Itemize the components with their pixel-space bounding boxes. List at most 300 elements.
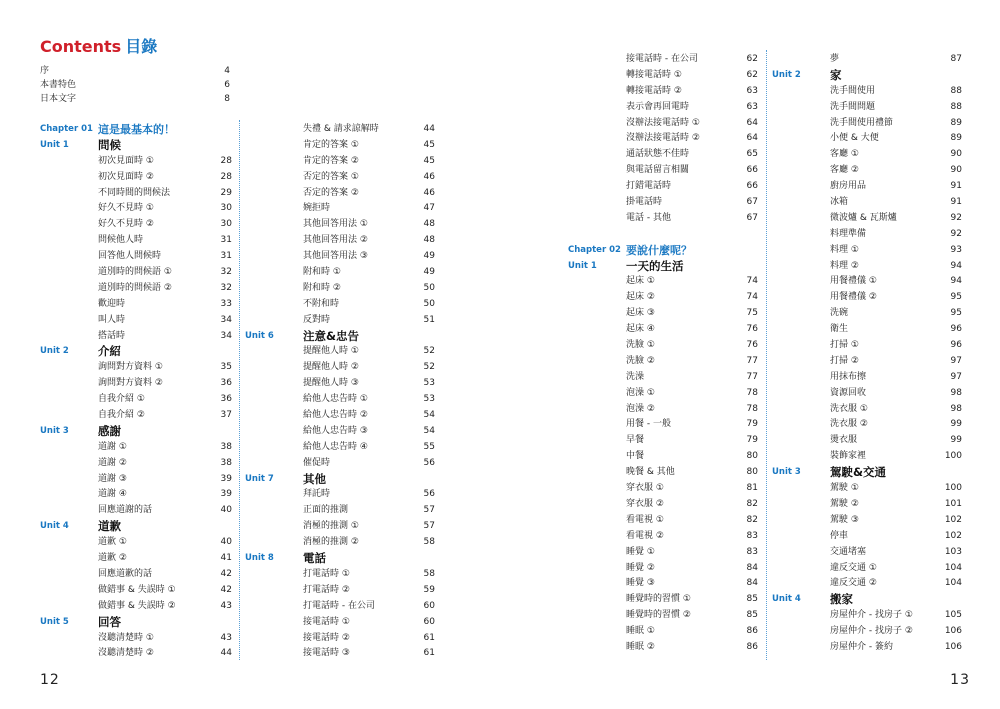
toc-entry[interactable] (772, 386, 962, 402)
toc-entry[interactable] (245, 249, 435, 265)
toc-entry[interactable] (40, 392, 232, 408)
unit-title: 其他 (303, 471, 326, 486)
toc-entry[interactable] (772, 290, 962, 306)
unit-label: Unit 7 (245, 473, 274, 484)
toc-entry-text: 起床 ② (626, 292, 655, 303)
toc-entry-text: 違反交通 ② (830, 578, 877, 589)
toc-entry-page: 80 (746, 451, 758, 462)
unit-heading[interactable] (245, 329, 435, 345)
toc-entry[interactable] (40, 186, 232, 202)
toc-entry-text: 停車 (830, 530, 849, 541)
toc-entry-page: 106 (944, 641, 962, 652)
toc-entry-text: 接電話時 ③ (303, 648, 350, 659)
toc-entry-page: 49 (423, 267, 435, 278)
toc-entry-text: 料理準備 (830, 228, 867, 239)
toc-entry-text: 其他回答用法 ② (303, 235, 368, 246)
toc-entry-page: 56 (423, 489, 435, 500)
toc-entry[interactable] (245, 615, 435, 631)
toc-entry-text: 掛電話時 (626, 197, 663, 208)
toc-entry-text: 好久不見時 ② (98, 219, 154, 230)
unit-heading[interactable] (772, 592, 962, 608)
unit-heading[interactable] (40, 519, 232, 535)
toc-entry[interactable] (40, 249, 232, 265)
toc-entry-page: 86 (746, 626, 758, 637)
unit-title: 駕駛&交通 (830, 465, 887, 480)
front-matter-page: 6 (224, 80, 230, 90)
front-matter-item[interactable] (40, 64, 230, 78)
unit-label: Unit 2 (772, 69, 801, 80)
toc-entry-text: 料理 ② (830, 260, 859, 271)
toc-entry-text: 回應道歉的話 (98, 568, 153, 579)
toc-entry[interactable] (245, 503, 435, 519)
unit-title: 搬家 (830, 592, 853, 607)
toc-entry-text: 房屋仲介 - 簽約 (830, 641, 893, 652)
toc-entry[interactable] (568, 417, 758, 433)
toc-entry-page: 31 (220, 235, 232, 246)
toc-entry[interactable] (568, 179, 758, 195)
toc-entry-text: 睡眠 ② (626, 641, 655, 652)
toc-entry[interactable] (772, 211, 962, 227)
toc-entry[interactable] (245, 408, 435, 424)
toc-entry[interactable] (568, 370, 758, 386)
toc-entry-text: 道謝 ① (98, 441, 127, 452)
toc-entry-text: 客廳 ② (830, 165, 859, 176)
toc-entry-text: 婉拒時 (303, 203, 331, 214)
toc-entry-text: 晚餐 & 其他 (626, 467, 675, 478)
toc-entry[interactable] (772, 306, 962, 322)
toc-entry-page: 79 (746, 435, 758, 446)
page-title (40, 34, 157, 57)
toc-entry-page: 85 (746, 594, 758, 605)
toc-entry[interactable] (245, 138, 435, 154)
toc-entry[interactable] (40, 329, 232, 345)
toc-entry-text: 接電話時 ① (303, 616, 350, 627)
toc-entry[interactable] (568, 338, 758, 354)
toc-entry[interactable] (245, 122, 435, 138)
toc-entry[interactable] (772, 354, 962, 370)
toc-entry[interactable] (772, 481, 962, 497)
unit-title: 介紹 (98, 344, 121, 359)
toc-entry-text: 用餐 - 一般 (626, 419, 671, 430)
toc-entry[interactable] (40, 376, 232, 392)
toc-entry-page: 100 (944, 451, 962, 462)
toc-entry-page: 89 (950, 117, 962, 128)
toc-entry-page: 34 (220, 314, 232, 325)
toc-entry[interactable] (772, 274, 962, 290)
toc-entry-page: 32 (220, 282, 232, 293)
toc-entry-text: 其他回答用法 ③ (303, 251, 368, 262)
toc-entry-page: 57 (423, 521, 435, 532)
toc-entry-text: 問候他人時 (98, 235, 144, 246)
toc-entry-text: 用餐禮儀 ② (830, 292, 877, 303)
toc-entry-page: 36 (220, 378, 232, 389)
toc-entry[interactable] (772, 338, 962, 354)
toc-entry-text: 小便 & 大便 (830, 133, 879, 144)
toc-entry[interactable] (245, 456, 435, 472)
toc-entry[interactable] (772, 417, 962, 433)
toc-entry-text: 看電視 ① (626, 514, 664, 525)
toc-entry-text: 轉接電話時 ① (626, 69, 682, 80)
toc-column-1 (40, 122, 232, 662)
toc-entry-text: 洗臉 ② (626, 355, 655, 366)
toc-entry-text: 衛生 (830, 324, 849, 335)
toc-entry-page: 88 (950, 85, 962, 96)
unit-heading[interactable] (40, 344, 232, 360)
toc-entry-text: 睡覺時的習慣 ② (626, 610, 691, 621)
toc-entry[interactable] (772, 624, 962, 640)
toc-entry-text: 自我介紹 ② (98, 410, 145, 421)
toc-entry-page: 67 (746, 212, 758, 223)
toc-entry-text: 提醒他人時 ③ (303, 378, 359, 389)
toc-entry[interactable] (40, 360, 232, 376)
unit-heading[interactable] (568, 259, 758, 275)
toc-entry[interactable] (245, 440, 435, 456)
toc-entry-text: 不同時間的問候法 (98, 187, 171, 198)
toc-entry[interactable] (568, 131, 758, 147)
toc-entry[interactable] (772, 147, 962, 163)
toc-entry-text: 打掃 ② (830, 355, 859, 366)
toc-entry-page: 55 (423, 441, 435, 452)
page-number-left: 12 (40, 672, 60, 688)
toc-entry-text: 否定的答案 ① (303, 171, 359, 182)
toc-entry-page: 42 (220, 584, 232, 595)
toc-entry[interactable] (568, 561, 758, 577)
toc-entry-text: 初次見面時 ② (98, 171, 154, 182)
toc-entry[interactable] (772, 163, 962, 179)
toc-entry[interactable] (40, 567, 232, 583)
toc-entry-page: 85 (746, 610, 758, 621)
toc-entry[interactable] (568, 624, 758, 640)
toc-entry[interactable] (40, 646, 232, 662)
toc-entry-page: 65 (746, 149, 758, 160)
toc-entry-text: 道別時的問候語 ② (98, 282, 172, 293)
toc-entry-page: 60 (423, 616, 435, 627)
toc-entry[interactable] (40, 170, 232, 186)
toc-entry[interactable] (40, 297, 232, 313)
toc-entry-page: 42 (220, 568, 232, 579)
toc-entry[interactable] (245, 424, 435, 440)
toc-entry[interactable] (40, 281, 232, 297)
toc-entry[interactable] (772, 545, 962, 561)
toc-entry-page: 64 (746, 117, 758, 128)
toc-entry[interactable] (245, 186, 435, 202)
toc-entry-page: 100 (944, 483, 962, 494)
unit-label: Unit 1 (568, 260, 597, 271)
toc-entry[interactable] (245, 631, 435, 647)
toc-entry-page: 74 (746, 292, 758, 303)
toc-entry-page: 59 (423, 584, 435, 595)
toc-entry-page: 102 (944, 530, 962, 541)
toc-entry-page: 101 (944, 498, 962, 509)
toc-entry[interactable] (772, 227, 962, 243)
toc-entry[interactable] (568, 576, 758, 592)
toc-entry-text: 洗碗 (830, 308, 849, 319)
toc-entry-text: 催促時 (303, 457, 331, 468)
toc-entry-page: 56 (423, 457, 435, 468)
toc-entry[interactable] (772, 259, 962, 275)
chapter-heading[interactable] (568, 243, 758, 259)
unit-heading[interactable] (772, 68, 962, 84)
toc-entry-page: 78 (746, 403, 758, 414)
toc-entry-text: 消極的推測 ② (303, 537, 359, 548)
toc-entry-page: 76 (746, 324, 758, 335)
toc-entry[interactable] (568, 433, 758, 449)
toc-entry[interactable] (245, 519, 435, 535)
toc-entry[interactable] (772, 52, 962, 68)
toc-entry[interactable] (772, 195, 962, 211)
toc-entry-text: 道謝 ② (98, 457, 127, 468)
toc-entry[interactable] (40, 265, 232, 281)
toc-entry[interactable] (772, 433, 962, 449)
toc-entry[interactable] (40, 535, 232, 551)
toc-entry[interactable] (772, 497, 962, 513)
toc-entry[interactable] (568, 529, 758, 545)
toc-entry-page: 95 (950, 308, 962, 319)
toc-entry-page: 34 (220, 330, 232, 341)
toc-entry-page: 57 (423, 505, 435, 516)
toc-entry-page: 37 (220, 410, 232, 421)
toc-entry-text: 睡覺 ① (626, 546, 655, 557)
toc-entry-text: 用餐禮儀 ① (830, 276, 877, 287)
front-matter-text: 序 (40, 66, 50, 76)
toc-entry[interactable] (568, 211, 758, 227)
toc-entry-text: 洗臉 ① (626, 340, 655, 351)
toc-entry[interactable] (772, 449, 962, 465)
toc-entry[interactable] (568, 195, 758, 211)
toc-entry[interactable] (568, 84, 758, 100)
toc-entry[interactable] (245, 170, 435, 186)
toc-entry[interactable] (245, 599, 435, 615)
toc-entry-page: 46 (423, 187, 435, 198)
column-divider (766, 50, 767, 660)
toc-entry-page: 64 (746, 133, 758, 144)
toc-entry[interactable] (40, 233, 232, 249)
toc-entry[interactable] (245, 154, 435, 170)
toc-entry[interactable] (245, 297, 435, 313)
toc-entry[interactable] (40, 599, 232, 615)
toc-entry-text: 睡覺時的習慣 ① (626, 594, 691, 605)
toc-entry-text: 回答他人問候時 (98, 251, 162, 262)
toc-entry[interactable] (245, 567, 435, 583)
toc-entry[interactable] (245, 487, 435, 503)
toc-entry[interactable] (40, 631, 232, 647)
column-divider (239, 120, 240, 660)
toc-entry-text: 其他回答用法 ① (303, 219, 368, 230)
toc-entry[interactable] (245, 313, 435, 329)
unit-heading[interactable] (40, 138, 232, 154)
unit-title: 注意&忠告 (303, 328, 360, 343)
toc-entry-text: 洗衣服 ② (830, 419, 868, 430)
toc-entry[interactable] (772, 576, 962, 592)
chapter-heading[interactable] (40, 122, 232, 138)
toc-column-4 (772, 52, 962, 656)
toc-entry-page: 83 (746, 546, 758, 557)
toc-entry[interactable] (568, 322, 758, 338)
toc-entry[interactable] (40, 472, 232, 488)
toc-entry[interactable] (40, 503, 232, 519)
unit-heading[interactable] (40, 424, 232, 440)
toc-entry[interactable] (245, 646, 435, 662)
toc-entry[interactable] (568, 68, 758, 84)
toc-entry[interactable] (245, 201, 435, 217)
toc-entry[interactable] (772, 513, 962, 529)
toc-entry[interactable] (245, 360, 435, 376)
front-matter-item[interactable] (40, 78, 230, 92)
toc-entry[interactable] (568, 449, 758, 465)
toc-entry-text: 看電視 ② (626, 530, 664, 541)
unit-label: Unit 5 (40, 616, 69, 627)
toc-entry[interactable] (568, 465, 758, 481)
toc-entry[interactable] (772, 100, 962, 116)
toc-entry-page: 63 (746, 85, 758, 96)
toc-entry-page: 106 (944, 626, 962, 637)
toc-entry-page: 39 (220, 489, 232, 500)
toc-entry[interactable] (40, 201, 232, 217)
toc-entry-page: 54 (423, 410, 435, 421)
toc-entry-page: 104 (944, 562, 962, 573)
toc-entry-text: 好久不見時 ① (98, 203, 154, 214)
toc-entry[interactable] (568, 402, 758, 418)
toc-entry-text: 初次見面時 ① (98, 155, 154, 166)
toc-entry-page: 50 (423, 282, 435, 293)
toc-entry-text: 睡覺 ② (626, 562, 655, 573)
toc-entry-page: 63 (746, 101, 758, 112)
toc-entry[interactable] (568, 147, 758, 163)
toc-entry-page: 46 (423, 171, 435, 182)
toc-entry[interactable] (568, 100, 758, 116)
toc-entry[interactable] (40, 217, 232, 233)
toc-entry[interactable] (568, 592, 758, 608)
front-matter-page: 4 (224, 66, 230, 76)
toc-entry-page: 94 (950, 276, 962, 287)
toc-entry[interactable] (245, 265, 435, 281)
toc-entry-page: 96 (950, 340, 962, 351)
toc-entry-text: 反對時 (303, 314, 331, 325)
toc-entry-page: 44 (220, 648, 232, 659)
toc-entry-text: 廚房用品 (830, 181, 867, 192)
toc-entry[interactable] (568, 640, 758, 656)
toc-entry[interactable] (245, 344, 435, 360)
toc-entry[interactable] (245, 535, 435, 551)
toc-entry[interactable] (568, 52, 758, 68)
toc-entry-page: 78 (746, 387, 758, 398)
toc-entry[interactable] (568, 274, 758, 290)
toc-entry-page: 47 (423, 203, 435, 214)
unit-heading[interactable] (245, 472, 435, 488)
title-english: Contents (40, 37, 122, 56)
unit-label: Unit 3 (40, 425, 69, 436)
toc-entry[interactable] (245, 583, 435, 599)
toc-entry[interactable] (772, 116, 962, 132)
toc-entry-text: 打電話時 ① (303, 568, 350, 579)
toc-entry[interactable] (40, 440, 232, 456)
toc-entry-text: 沒辦法接電話時 ② (626, 133, 700, 144)
unit-heading[interactable] (772, 465, 962, 481)
toc-entry[interactable] (568, 306, 758, 322)
toc-entry-page: 58 (423, 537, 435, 548)
toc-entry[interactable] (568, 290, 758, 306)
toc-entry[interactable] (40, 408, 232, 424)
toc-entry[interactable] (245, 392, 435, 408)
toc-entry[interactable] (568, 545, 758, 561)
toc-entry[interactable] (772, 179, 962, 195)
chapter-title: 要說什麼呢？ (626, 243, 692, 257)
toc-entry-text: 洗澡 (626, 371, 645, 382)
toc-entry-page: 43 (220, 600, 232, 611)
toc-entry[interactable] (40, 583, 232, 599)
toc-entry-page: 77 (746, 371, 758, 382)
toc-entry[interactable] (772, 640, 962, 656)
toc-entry-text: 用抹布擦 (830, 371, 867, 382)
toc-entry[interactable] (772, 529, 962, 545)
unit-title: 回答 (98, 614, 121, 629)
toc-entry[interactable] (568, 116, 758, 132)
toc-entry-text: 冰箱 (830, 197, 849, 208)
toc-entry-page: 97 (950, 355, 962, 366)
toc-entry-page: 48 (423, 219, 435, 230)
toc-entry[interactable] (568, 513, 758, 529)
toc-entry[interactable] (772, 243, 962, 259)
toc-entry[interactable] (772, 322, 962, 338)
unit-title: 道歉 (98, 519, 121, 534)
toc-entry[interactable] (40, 154, 232, 170)
toc-entry[interactable] (772, 131, 962, 147)
toc-entry[interactable] (245, 217, 435, 233)
toc-entry-page: 89 (950, 133, 962, 144)
toc-entry-text: 打電話時 ② (303, 584, 350, 595)
toc-entry[interactable] (772, 370, 962, 386)
toc-entry-page: 30 (220, 203, 232, 214)
unit-heading[interactable] (40, 615, 232, 631)
toc-entry[interactable] (40, 313, 232, 329)
toc-entry[interactable] (568, 354, 758, 370)
toc-entry[interactable] (772, 608, 962, 624)
toc-entry[interactable] (40, 456, 232, 472)
toc-entry[interactable] (772, 402, 962, 418)
toc-entry[interactable] (568, 497, 758, 513)
toc-entry-text: 接電話時 ② (303, 632, 350, 643)
toc-entry-page: 98 (950, 403, 962, 414)
toc-entry[interactable] (568, 481, 758, 497)
toc-entry-page: 104 (944, 578, 962, 589)
toc-entry-text: 回應道謝的話 (98, 505, 153, 516)
unit-title: 問候 (98, 137, 121, 152)
toc-entry[interactable] (245, 281, 435, 297)
toc-entry[interactable] (568, 608, 758, 624)
toc-entry[interactable] (245, 233, 435, 249)
toc-entry[interactable] (772, 561, 962, 577)
toc-entry[interactable] (40, 551, 232, 567)
toc-entry-page: 97 (950, 371, 962, 382)
unit-heading[interactable] (245, 551, 435, 567)
toc-entry-page: 41 (220, 553, 232, 564)
toc-entry-page: 87 (950, 54, 962, 64)
toc-entry-text: 泡澡 ① (626, 387, 655, 398)
toc-entry[interactable] (772, 84, 962, 100)
front-matter-item[interactable] (40, 92, 230, 106)
toc-entry[interactable] (40, 487, 232, 503)
front-matter-text: 本書特色 (40, 80, 77, 90)
unit-label: Unit 4 (772, 594, 801, 605)
toc-entry-text: 起床 ③ (626, 308, 655, 319)
toc-entry-text: 提醒他人時 ① (303, 346, 359, 357)
toc-entry-text: 給他人忠告時 ④ (303, 441, 368, 452)
toc-entry[interactable] (568, 163, 758, 179)
toc-entry-text: 資源回收 (830, 387, 867, 398)
toc-entry-text: 泡澡 ② (626, 403, 655, 414)
toc-entry[interactable] (245, 376, 435, 392)
toc-entry[interactable] (568, 386, 758, 402)
